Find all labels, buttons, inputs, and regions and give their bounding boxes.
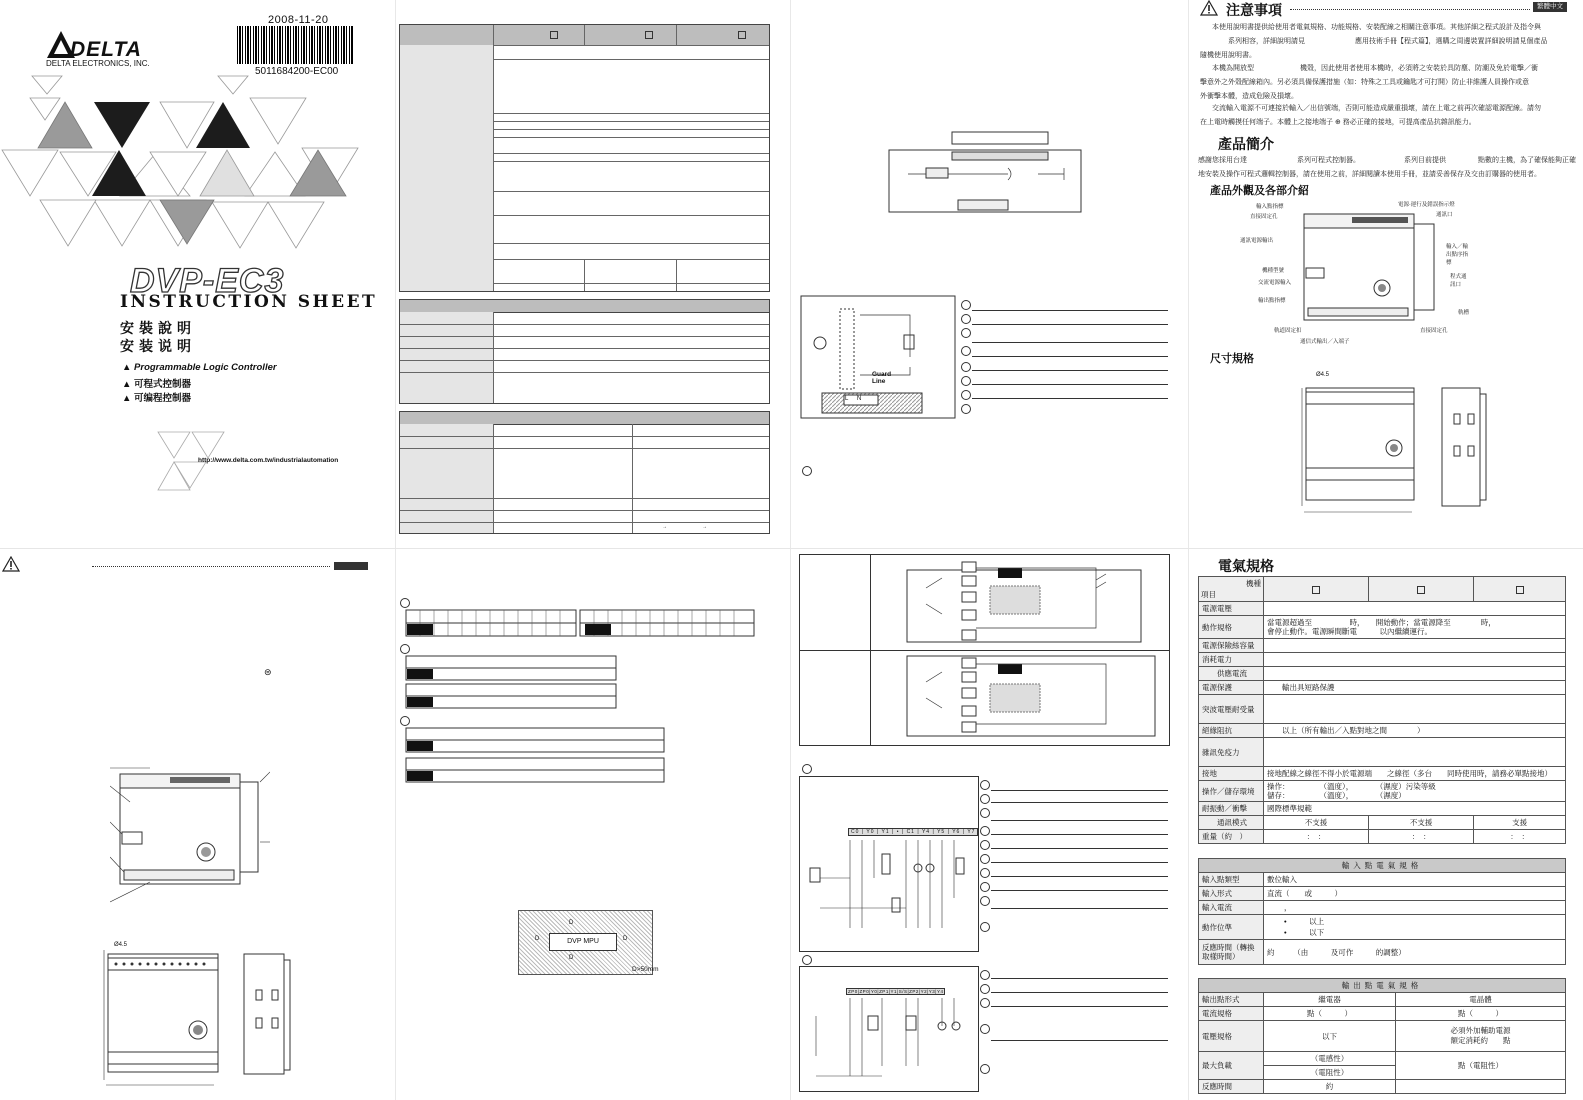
bullet-icon bbox=[400, 644, 410, 654]
clearance-label: D bbox=[535, 936, 540, 942]
relay-output-wiring bbox=[806, 838, 972, 942]
logo-text: DELTA bbox=[70, 38, 142, 61]
power-wiring-diagram bbox=[888, 128, 1082, 214]
notice-dotted-line bbox=[92, 566, 330, 568]
notice-title: 注意事項 bbox=[1226, 2, 1282, 18]
triangle-pattern bbox=[0, 72, 395, 272]
terminal-layout-b bbox=[404, 654, 619, 710]
fold-line bbox=[395, 0, 396, 1100]
mpu-label: DVP MPU bbox=[549, 933, 617, 951]
terminal-layout-a bbox=[404, 608, 764, 638]
doc-number: 5011684200-EC00 bbox=[255, 66, 339, 77]
fold-line bbox=[1188, 0, 1189, 1100]
model-name: DVP-EC3 bbox=[130, 262, 285, 300]
bullet-icon bbox=[802, 466, 812, 476]
notice-paragraph-2: 本機為開放型 機殼，因此使用者使用本機時，必須將之安裝於具防塵、防潮及免於電擊／衝 擊意外之外殼配線箱內。另必須具備保護措施（如：特殊之工具或鑰匙才可打開）防止非維護人員操作或意 外衝擊本體，造成危險及損壞。 bbox=[1200, 65, 1538, 100]
relay-legend bbox=[979, 778, 1168, 936]
clearance-label: D bbox=[569, 920, 574, 926]
notice-dotted-line bbox=[1290, 9, 1530, 11]
fold-line bbox=[790, 0, 791, 1100]
plc-device-drawing bbox=[110, 762, 270, 912]
intro-paragraph: 感謝您採用台達 系列可程式控制器。 系列目前提供 點數的主機，為了確保能夠正確 地安裝及操作可程式邏輯控制器，請在使用之前，詳細閱讀本使用手冊，並請妥善保存及交由訂購器的使用者。 bbox=[1198, 157, 1576, 178]
grounding-diagram bbox=[800, 295, 956, 419]
intro-title: 產品簡介 bbox=[1218, 136, 1274, 152]
psu-terminal-label: N bbox=[857, 396, 862, 402]
relay-terminal-strip: C0 | Y0 | Y1 | • | C1 | Y4 | Y5 | Y6 | Y7 bbox=[848, 828, 978, 836]
logo-subtitle: DELTA ELECTRONICS, INC. bbox=[46, 59, 150, 68]
input-spec-table: 輸入點電氣規格 輸入點類型 數位輸入 輸入形式 直流（ 或 ） 輸入電流 ， 動作位準 • 以上 • 以下 反應時間（轉換取樣時間） 約 （由 及可作 的調整） bbox=[1198, 858, 1566, 965]
electrical-spec-title: 電氣規格 bbox=[1218, 558, 1274, 574]
hole-dimension: Ø4.5 bbox=[1316, 372, 1330, 378]
electrical-spec-table: 機種 項目 電源電壓 動作規格 當電源超過至 時， 開始動作；當電源降至 時， 會停止動作。電源瞬間斷電 以內繼續運行。 電源保險絲容量 消耗電力 供應電流 電源保護 輸出具短路保護 突波電壓耐受量 絕緣阻抗 以上（所有輸出／入點對地之間 ） 雜訊免疫力 接地 接地配線之線徑不得小於電源端 之線徑（多台 同時使用時，請務必單點接地） 操作／儲存環境 操作： （溫度）， （濕度）污染等級 儲存： （溫度）， （濕度） 耐振動／衝擊 國際標準規範 通訊模式 不支援 不支援 支援 重量（約 ） ： ： ： ： ： ： bbox=[1198, 576, 1566, 844]
language-tab bbox=[334, 562, 368, 570]
ground-icon: ⊜ bbox=[264, 667, 272, 677]
instruction-sheet-title: INSTRUCTION SHEET bbox=[120, 292, 378, 312]
guard-label: Guard Line bbox=[872, 371, 892, 385]
parts-labels: 輸入點指標 直接固定孔 通訊電源輸出 機種型號 交流電源輸入 輸出點指標 軌道固定扣 通信式輸出／入端子 電源‧運行及錯誤指示燈 通訊口 輸入／輸出點序指標 程式通訊口 軌槽 直接固定孔 bbox=[1240, 202, 1470, 345]
spec-table-1 bbox=[399, 24, 770, 292]
cover-date: 2008-11-20 bbox=[268, 14, 329, 26]
transistor-legend bbox=[979, 968, 1168, 1078]
transistor-output-wiring bbox=[806, 996, 972, 1086]
grounding-legend bbox=[960, 298, 1168, 410]
ground-icon: ⊕ bbox=[1334, 119, 1341, 126]
dimension-drawing-right bbox=[1294, 374, 1504, 516]
website-url: http://www.delta.com.tw/industrialautomation bbox=[198, 457, 339, 464]
product-item: ▲ 可程式控制器 bbox=[122, 379, 192, 390]
fold-line bbox=[0, 548, 1583, 549]
spec-table-3: → → bbox=[399, 411, 770, 534]
warning-icon bbox=[1200, 0, 1218, 16]
notice-paragraph-3: 交流輸入電源不可連接於輸入／出信號端，否則可能造成嚴重損壞，請在上電之前再次確認電源配線。請勿 在上電時觸摸任何端子。本體上之接地端子 ⊕ 務必正確的接地，可提高產品抗雜訊能力。 bbox=[1200, 105, 1541, 126]
clearance-note: D>50mm bbox=[632, 966, 659, 973]
terminal-layout-c bbox=[404, 726, 666, 786]
spec-table-2 bbox=[399, 299, 770, 404]
sink-input-circuit bbox=[906, 558, 1142, 646]
output-spec-table: 輸出點電氣規格 輸出點形式 繼電器 電晶體 電流規格 點（ ） 點（ ） 電壓規格 以下 必須外加輔助電源 額定消耗約 點 最大負載 （電感性） 點（電阻性） （電阻性） 反應時間 約 bbox=[1198, 978, 1566, 1094]
dimension-drawing bbox=[94, 940, 304, 1090]
parts-title: 產品外觀及各部介紹 bbox=[1210, 185, 1309, 197]
psu-terminal-label: L bbox=[845, 396, 849, 402]
product-item: ▲ 可编程控制器 bbox=[122, 393, 192, 404]
clearance-label: D bbox=[623, 936, 628, 942]
notice-paragraph-1: 本使用說明書提供給使用者電氣規格、功能規格、安裝配線之相關注意事項。其他詳細之程式設計及指令與 系列相容，詳細說明請見 應用技術手冊【程式篇】，選購之周邊裝置詳細說明請見個產品 隨機使用說明書。 bbox=[1200, 24, 1548, 59]
barcode bbox=[237, 26, 353, 64]
bullet-icon bbox=[400, 598, 410, 608]
product-item: ▲ Programmable Logic Controller bbox=[122, 362, 277, 373]
bullet-icon bbox=[802, 955, 812, 965]
cn-title-simplified: 安装说明 bbox=[120, 338, 196, 354]
hole-dimension: Ø4.5 bbox=[114, 942, 128, 948]
cn-title-traditional: 安裝說明 bbox=[120, 320, 196, 336]
dimension-title: 尺寸規格 bbox=[1210, 353, 1254, 365]
bullet-icon bbox=[400, 716, 410, 726]
source-input-circuit bbox=[906, 652, 1156, 740]
transistor-terminal-strip: ZP0|ZP0|Y0|ZP1|Y1|S/S|ZP2|Y2|Y3|Y4 bbox=[848, 989, 944, 994]
bullet-icon bbox=[802, 764, 812, 774]
warning-icon bbox=[2, 556, 20, 572]
language-tab: 繁體中文 bbox=[1533, 2, 1567, 12]
clearance-label: D bbox=[569, 955, 574, 961]
